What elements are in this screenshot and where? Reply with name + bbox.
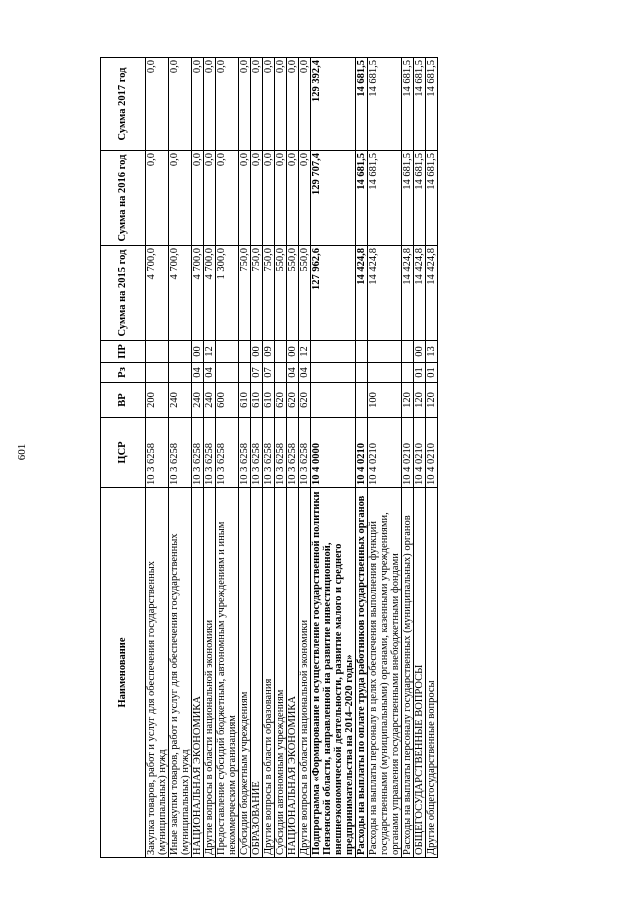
cell-vr: 610	[263, 383, 275, 418]
cell-2015: 550,0	[275, 246, 287, 341]
cell-2016: 0,0	[169, 151, 192, 246]
cell-pr	[311, 341, 356, 363]
cell-name: Другие вопросы в области национальной экономики	[299, 488, 311, 858]
table-row	[299, 58, 311, 858]
cell-rz: 04	[287, 363, 299, 383]
cell-rz: 04	[204, 363, 216, 383]
cell-csr: 10 3 6258	[299, 418, 311, 488]
cell-2015: 14 424,8	[356, 246, 368, 341]
col-header-vr: ВР	[101, 383, 146, 418]
table-row	[356, 58, 368, 858]
cell-2016: 14 681,5	[368, 151, 402, 246]
cell-name: Расходы на выплаты по оплате труда работников государственных органов	[356, 488, 368, 858]
cell-2015: 550,0	[287, 246, 299, 341]
cell-pr	[356, 341, 368, 363]
cell-2015: 14 424,8	[426, 246, 438, 341]
cell-vr: 610	[239, 383, 251, 418]
cell-pr: 00	[287, 341, 299, 363]
table-row	[251, 58, 263, 858]
cell-2015: 14 424,8	[368, 246, 402, 341]
table-row	[263, 58, 275, 858]
col-header-2016: Сумма на 2016 год	[101, 151, 146, 246]
cell-vr	[356, 383, 368, 418]
cell-csr: 10 4 0210	[368, 418, 402, 488]
cell-pr: 12	[204, 341, 216, 363]
cell-2015: 750,0	[239, 246, 251, 341]
cell-name: Расходы на выплаты персоналу в целях обеспечения выполнения функций государственными (муниципальными) органами, казенными учреждениями, органами управления государственными внебюджетными фондами	[368, 488, 402, 858]
cell-rz: 01	[426, 363, 438, 383]
cell-vr: 120	[426, 383, 438, 418]
cell-name: Другие вопросы в области национальной экономики	[204, 488, 216, 858]
cell-pr: 00	[414, 341, 426, 363]
cell-name: Другие общегосударственные вопросы	[426, 488, 438, 858]
cell-2016: 14 681,5	[356, 151, 368, 246]
rotated-page	[100, 58, 570, 858]
table-row	[402, 58, 414, 858]
cell-csr: 10 3 6258	[204, 418, 216, 488]
cell-2015: 550,0	[299, 246, 311, 341]
col-header-pr: ПР	[101, 341, 146, 363]
cell-name: Предоставление субсидий бюджетным, автономным учреждениям и иным некоммерческим организациям	[216, 488, 239, 858]
cell-csr: 10 3 6258	[263, 418, 275, 488]
cell-pr	[216, 341, 239, 363]
cell-vr: 240	[192, 383, 204, 418]
cell-rz	[169, 363, 192, 383]
cell-name: НАЦИОНАЛЬНАЯ ЭКОНОМИКА	[192, 488, 204, 858]
cell-name: Субсидии бюджетным учреждениям	[239, 488, 251, 858]
cell-vr: 600	[216, 383, 239, 418]
col-header-name: Наименование	[101, 488, 146, 858]
cell-2017: 0,0	[299, 58, 311, 151]
cell-rz: 04	[299, 363, 311, 383]
cell-vr: 120	[402, 383, 414, 418]
cell-pr: 00	[251, 341, 263, 363]
cell-csr: 10 3 6258	[169, 418, 192, 488]
cell-2015: 4 700,0	[169, 246, 192, 341]
col-header-2017: Сумма 2017 год	[101, 58, 146, 151]
col-header-rz: Рз	[101, 363, 146, 383]
cell-2016: 0,0	[239, 151, 251, 246]
cell-pr	[169, 341, 192, 363]
cell-2016: 0,0	[299, 151, 311, 246]
cell-2016: 14 681,5	[402, 151, 414, 246]
cell-2017: 0,0	[146, 58, 169, 151]
cell-csr: 10 4 0210	[426, 418, 438, 488]
cell-csr: 10 4 0000	[311, 418, 356, 488]
cell-rz	[402, 363, 414, 383]
cell-rz: 04	[192, 363, 204, 383]
table-row	[287, 58, 299, 858]
cell-2016: 0,0	[204, 151, 216, 246]
cell-rz: 01	[414, 363, 426, 383]
cell-name: ОБРАЗОВАНИЕ	[251, 488, 263, 858]
cell-2017: 0,0	[275, 58, 287, 151]
cell-vr: 620	[275, 383, 287, 418]
cell-pr	[239, 341, 251, 363]
cell-2017: 14 681,5	[402, 58, 414, 151]
cell-csr: 10 3 6258	[251, 418, 263, 488]
cell-2015: 4 700,0	[192, 246, 204, 341]
cell-pr: 00	[192, 341, 204, 363]
col-header-2015: Сумма на 2015 год	[101, 246, 146, 341]
cell-vr: 100	[368, 383, 402, 418]
cell-csr: 10 3 6258	[287, 418, 299, 488]
cell-2016: 0,0	[263, 151, 275, 246]
cell-vr: 200	[146, 383, 169, 418]
cell-name: Субсидии автономным учреждениям	[275, 488, 287, 858]
cell-2016: 0,0	[146, 151, 169, 246]
table-header-row	[101, 58, 146, 858]
cell-vr: 240	[169, 383, 192, 418]
cell-pr	[146, 341, 169, 363]
cell-rz	[356, 363, 368, 383]
cell-2017: 14 681,5	[426, 58, 438, 151]
cell-name: Другие вопросы в области образования	[263, 488, 275, 858]
cell-rz	[368, 363, 402, 383]
cell-rz: 07	[263, 363, 275, 383]
cell-name: НАЦИОНАЛЬНАЯ ЭКОНОМИКА	[287, 488, 299, 858]
cell-2017: 0,0	[169, 58, 192, 151]
cell-2017: 14 681,5	[368, 58, 402, 151]
cell-name: Иные закупки товаров, работ и услуг для обеспечения государственных (муниципальных) нужд	[169, 488, 192, 858]
cell-rz	[311, 363, 356, 383]
cell-2016: 129 707,4	[311, 151, 356, 246]
table-row	[275, 58, 287, 858]
table-row	[169, 58, 192, 858]
cell-name: Подпрограмма «Формирование и осуществление государственной политики Пензенской области, направленной на развитие инвестиционной, внешнеэкономической деятельности, развитие малого и среднего предпринимательства на 2014–2020 годы»	[311, 488, 356, 858]
cell-pr	[368, 341, 402, 363]
table-row	[146, 58, 169, 858]
cell-csr: 10 4 0210	[402, 418, 414, 488]
table-row	[368, 58, 402, 858]
table-row	[426, 58, 438, 858]
cell-2017: 0,0	[239, 58, 251, 151]
table-row	[414, 58, 426, 858]
cell-2017: 0,0	[216, 58, 239, 151]
cell-2016: 0,0	[216, 151, 239, 246]
cell-2016: 0,0	[251, 151, 263, 246]
cell-name: ОБЩЕГОСУДАРСТВЕННЫЕ ВОПРОСЫ	[414, 488, 426, 858]
cell-2015: 750,0	[251, 246, 263, 341]
table-body	[146, 58, 438, 858]
cell-pr	[275, 341, 287, 363]
cell-2015: 4 700,0	[204, 246, 216, 341]
col-header-csr: ЦСР	[101, 418, 146, 488]
cell-2017: 129 392,4	[311, 58, 356, 151]
cell-rz	[146, 363, 169, 383]
cell-2015: 14 424,8	[402, 246, 414, 341]
cell-vr: 620	[287, 383, 299, 418]
cell-2016: 0,0	[192, 151, 204, 246]
cell-vr: 620	[299, 383, 311, 418]
cell-rz: 07	[251, 363, 263, 383]
cell-pr	[402, 341, 414, 363]
cell-csr: 10 3 6258	[216, 418, 239, 488]
cell-2017: 14 681,5	[414, 58, 426, 151]
cell-2016: 0,0	[287, 151, 299, 246]
cell-2017: 0,0	[251, 58, 263, 151]
cell-2017: 14 681,5	[356, 58, 368, 151]
cell-vr	[311, 383, 356, 418]
cell-2016: 14 681,5	[426, 151, 438, 246]
cell-pr: 12	[299, 341, 311, 363]
cell-rz	[216, 363, 239, 383]
cell-2017: 0,0	[287, 58, 299, 151]
table-row	[239, 58, 251, 858]
cell-2015: 1 300,0	[216, 246, 239, 341]
cell-2017: 0,0	[192, 58, 204, 151]
table-row	[192, 58, 204, 858]
cell-rz	[239, 363, 251, 383]
cell-name: Расходы на выплаты персоналу государственных (муниципальных) органов	[402, 488, 414, 858]
cell-2016: 14 681,5	[414, 151, 426, 246]
cell-2016: 0,0	[275, 151, 287, 246]
cell-csr: 10 3 6258	[146, 418, 169, 488]
cell-pr: 13	[426, 341, 438, 363]
cell-rz	[275, 363, 287, 383]
cell-pr: 09	[263, 341, 275, 363]
table-row	[311, 58, 356, 858]
cell-2015: 127 962,6	[311, 246, 356, 341]
cell-csr: 10 3 6258	[192, 418, 204, 488]
table-row	[204, 58, 216, 858]
cell-csr: 10 4 0210	[414, 418, 426, 488]
cell-vr: 610	[251, 383, 263, 418]
budget-table	[100, 57, 438, 858]
cell-vr: 240	[204, 383, 216, 418]
table-row	[216, 58, 239, 858]
cell-2017: 0,0	[263, 58, 275, 151]
page-number: 601	[16, 443, 28, 461]
cell-vr: 120	[414, 383, 426, 418]
cell-2015: 14 424,8	[414, 246, 426, 341]
cell-2015: 750,0	[263, 246, 275, 341]
cell-2017: 0,0	[204, 58, 216, 151]
cell-name: Закупка товаров, работ и услуг для обеспечения государственных (муниципальных) нужд	[146, 488, 169, 858]
cell-csr: 10 4 0210	[356, 418, 368, 488]
cell-csr: 10 3 6258	[275, 418, 287, 488]
cell-2015: 4 700,0	[146, 246, 169, 341]
cell-csr: 10 3 6258	[239, 418, 251, 488]
